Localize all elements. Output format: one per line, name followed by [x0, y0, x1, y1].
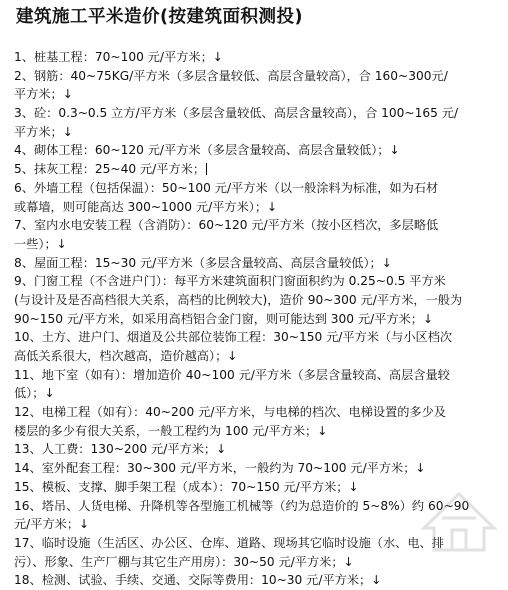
list-line: 14、室外配套工程：30~300 元/平方米，一般约为 70~100 元/平方米；↓ [14, 461, 426, 476]
list-line: 17、临时设施（生活区、办公区、仓库、道路、现场其它临时设施（水、电、排 [14, 535, 444, 550]
list-line: 90~150 元/平方米，如采用高档铝合金门窗，则可能达到 300 元/平方米；↓ [14, 311, 434, 326]
list-line: 16、塔吊、人货电梯、升降机等各型施工机械等（约为总造价的 5~8%）约 60~90 [14, 498, 470, 513]
list-line: 一些）；↓ [14, 236, 67, 251]
text-cursor [206, 163, 207, 175]
list-line: 楼层的多少有很大关系，一般工程约为 100 元/平方米；↓ [14, 423, 328, 438]
list-line: 或幕墙，则可能高达 300~1000 元/平方米）；↓ [14, 199, 278, 214]
list-line: 污）、形象、生产厂棚与其它生产用房）：30~50 元/平方米；↓ [14, 554, 354, 569]
document-title: 建筑施工平米造价(按建筑面积测投) [16, 7, 303, 27]
list-line: 12、电梯工程（如有）：40~200 元/平方米，与电梯的档次、电梯设置的多少及 [14, 405, 446, 420]
list-line: 11、地下室（如有）：增加造价 40~100 元/平方米（多层含量较高、高层含量较 [14, 367, 450, 382]
list-line: (与设计及是否高档很大关系，高档的比例较大)，造价 90~300 元/平方米，一般为 [14, 292, 463, 307]
list-line: 13、人工费：130~200 元/平方米；↓ [14, 442, 227, 457]
list-line: 18、检测、试验、手续、交通、交际等费用：10~30 元/平方米；↓ [14, 573, 382, 588]
list-line: 7、室内水电安装工程（含消防）：60~120 元/平方米（按小区档次，多层略低 [14, 218, 439, 233]
list-line: 2、钢筋：40~75KG/平方米（多层含量较低、高层含量较高），合 160~300元/ [14, 68, 448, 83]
list-line: 1、桩基工程：70~100 元/平方米；↓ [14, 50, 223, 64]
list-line: 9、门窗工程（不含进户门）：每平方米建筑面积门窗面积约为 0.25~0.5 平方米 [14, 274, 446, 289]
site-logo-watermark-icon [414, 488, 504, 558]
list-line: 8、屋面工程：15~30 元/平方米（多层含量较高、高层含量较低）；↓ [14, 255, 392, 270]
list-line: 6、外墙工程（包括保温）：50~100 元/平方米（以一般涂料为标准，如为石材 [14, 180, 439, 195]
list-line [14, 160, 500, 179]
list-line: 元/平方米；↓ [14, 517, 90, 532]
list-line: 高低关系很大，档次越高，造价越高）；↓ [14, 349, 238, 363]
list-line: 3、砼：0.3~0.5 立方/平方米（多层含量较低、高层含量较高），合 100~165 元/ [14, 106, 459, 121]
list-line: 平方米；↓ [14, 124, 73, 139]
list-line: 15、模板、支撑、脚手架工程（成本）：70~150 元/平方米；↓ [14, 479, 359, 494]
list-line: 4、砌体工程：60~120 元/平方米（多层含量较高、高层含量较低）；↓ [14, 143, 400, 158]
list-line-text: 5、抹灰工程：25~40 元/平方米； [14, 162, 206, 177]
list-line: 低）；↓ [14, 386, 55, 401]
list-line: 平方米；↓ [14, 87, 73, 102]
list-line: 10、土方、进户门、烟道及公共部位装饰工程：30~150 元/平方米（与小区档次 [14, 330, 453, 345]
